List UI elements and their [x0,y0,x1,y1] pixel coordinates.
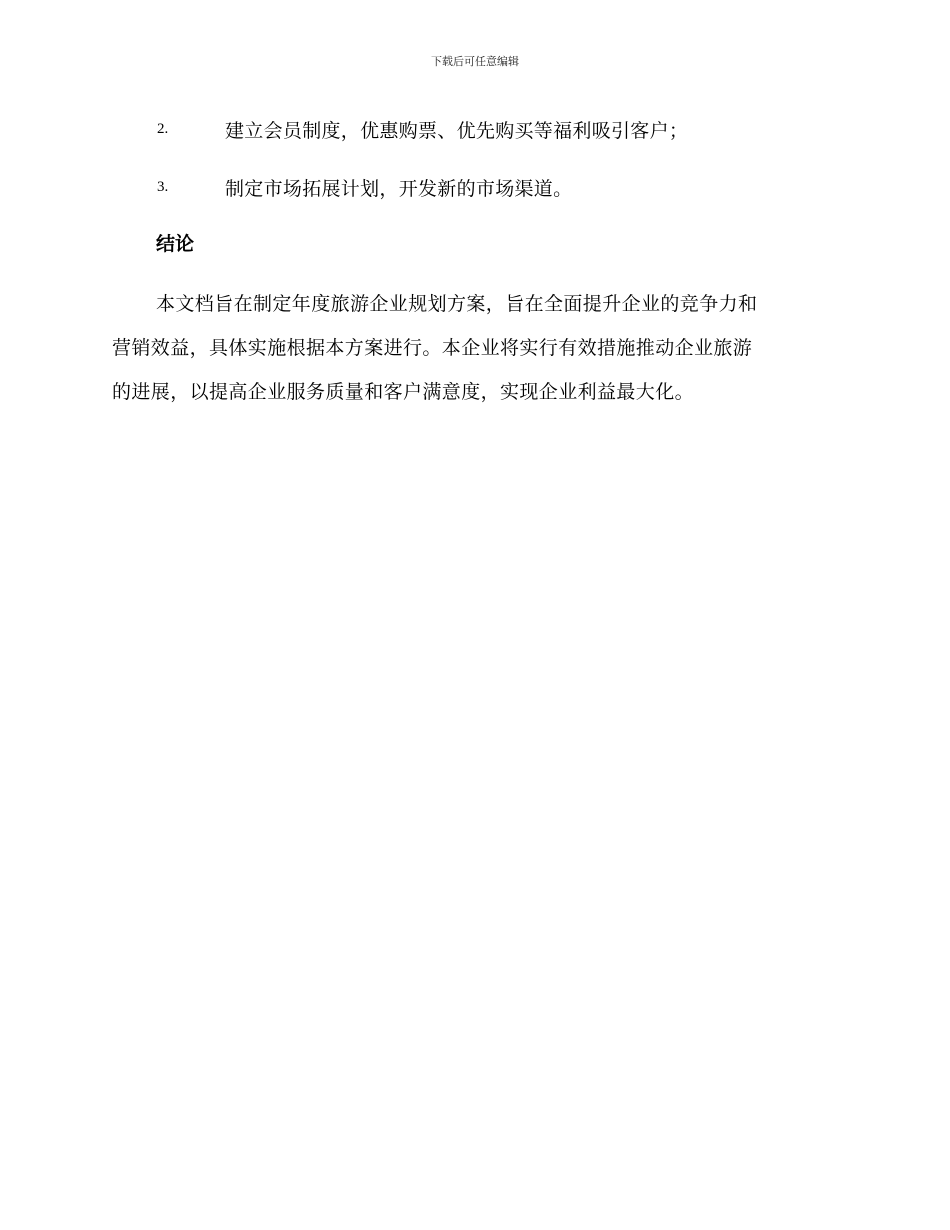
list-item [157,114,688,144]
list-item [157,172,572,202]
page-header: 下载后可任意编辑 [431,55,519,68]
list-item-text: 建立会员制度，优惠购票、优先购买等福利吸引客户； [225,119,689,142]
paragraph-line: 本文档旨在制定年度旅游企业规划方案，旨在全面提升企业的竞争力和 [156,293,758,315]
paragraph-line: 的进展，以提高企业服务质量和客户满意度，实现企业利益最大化。 [112,381,695,403]
paragraph-line: 营销效益，具体实施根据本方案进行。本企业将实行有效措施推动企业旅游 [112,337,753,359]
conclusion-heading: 结论 [156,233,195,255]
list-item-number: 2. [157,120,169,137]
conclusion-paragraph [112,282,832,414]
list-item-text: 制定市场拓展计划，开发新的市场渠道。 [225,177,573,200]
list-item-number: 3. [157,178,169,195]
